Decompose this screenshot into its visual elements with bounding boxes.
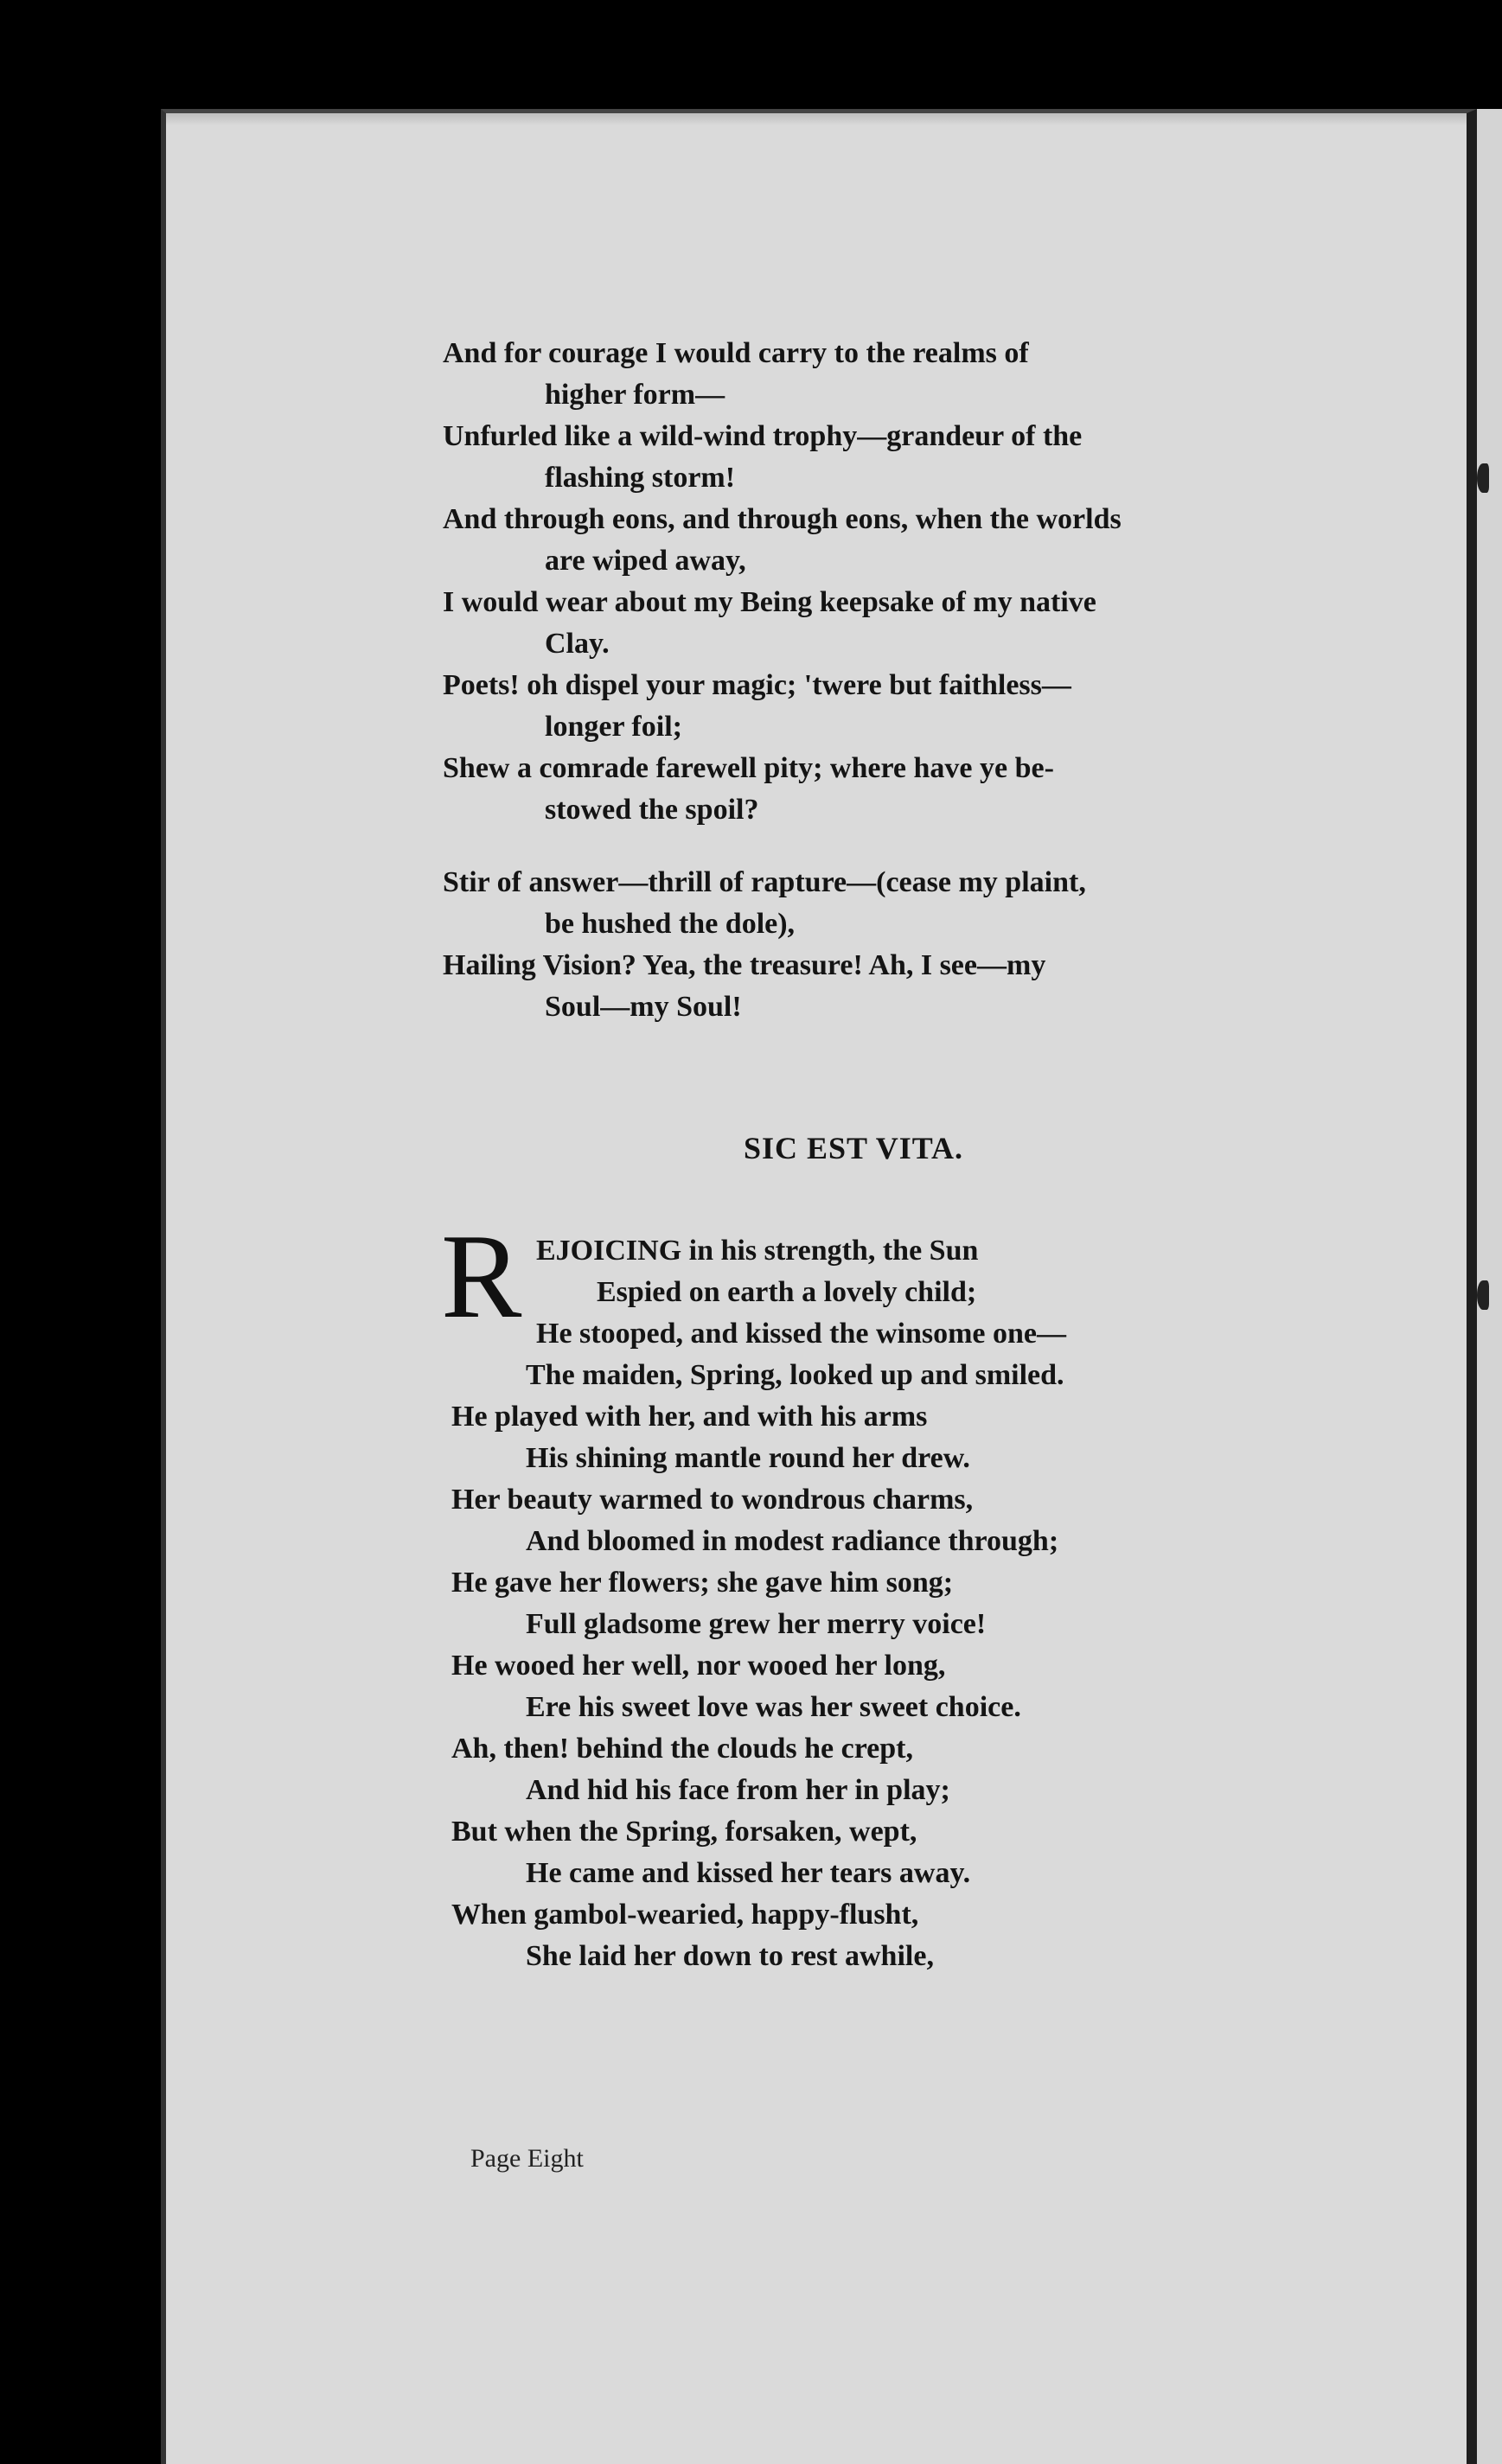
poem-line: EJOICING in his strength, the Sun (536, 1235, 979, 1267)
poem-line: When gambol-wearied, happy-flusht, (451, 1899, 919, 1931)
verse-line (443, 665, 1264, 748)
stanza (443, 862, 1264, 1028)
verse-line (443, 499, 1264, 582)
poem-line: But when the Spring, forsaken, wept, (451, 1816, 917, 1848)
poem-line: He gave her flowers; she gave him song; (451, 1567, 954, 1599)
drop-cap: R (441, 1210, 522, 1344)
poem-line: Her beauty warmed to wondrous charms, (451, 1484, 974, 1516)
verse-line-text: Stir of answer—thrill of rapture—(cease my plaint, (443, 866, 1086, 898)
poem-line: He played with her, and with his arms (451, 1401, 928, 1433)
verse-line-continuation: are wiped away, (545, 545, 746, 577)
verse-line (443, 333, 1264, 416)
page-number: Page Eight (470, 2144, 584, 2173)
verse-line (443, 582, 1264, 665)
adjacent-page-edge (1477, 109, 1502, 2464)
verse-line-continuation: longer foil; (545, 711, 682, 743)
poem-line: He wooed her well, nor wooed her long, (451, 1650, 946, 1682)
poem-body (441, 1210, 1264, 1977)
verse-line-text: Hailing Vision? Yea, the treasure! Ah, I see—my (443, 949, 1046, 981)
poem-line: Ere his sweet love was her sweet choice. (526, 1691, 1021, 1723)
verse-line (443, 416, 1264, 499)
poem-line: She laid her down to rest awhile, (526, 1940, 934, 1972)
verse-line (443, 862, 1264, 945)
verse-line-text: Shew a comrade farewell pity; where have ye be- (443, 752, 1054, 784)
poem-line: He came and kissed her tears away. (526, 1857, 971, 1889)
verse-line-continuation: Clay. (545, 628, 610, 660)
verse-line-continuation: flashing storm! (545, 462, 736, 494)
page-content (443, 333, 1264, 1977)
verse-line-text: Poets! oh dispel your magic; 'twere but faithless— (443, 669, 1071, 701)
verse-line (443, 945, 1264, 1028)
verse-line-continuation: higher form— (545, 379, 725, 411)
poem-line: His shining mantle round her drew. (526, 1442, 970, 1474)
verse-line-continuation: Soul—my Soul! (545, 991, 742, 1023)
poem-line: And bloomed in modest radiance through; (526, 1525, 1059, 1557)
poem-line: Full gladsome grew her merry voice! (526, 1608, 987, 1640)
poem-line: He stooped, and kissed the winsome one— (536, 1318, 1067, 1350)
binding-mark (1477, 1280, 1489, 1310)
poem-line: And hid his face from her in play; (526, 1774, 950, 1806)
poem-line: The maiden, Spring, looked up and smiled. (526, 1359, 1064, 1391)
stanza (443, 333, 1264, 831)
verse-line-text: And for courage I would carry to the realms of (443, 337, 1029, 369)
verse-line (443, 748, 1264, 831)
verse-line-text: And through eons, and through eons, when the worlds (443, 503, 1122, 535)
poem-line: Espied on earth a lovely child; (597, 1276, 977, 1308)
verse-line-text: Unfurled like a wild-wind trophy—grandeur of the (443, 420, 1083, 452)
verse-line-text: I would wear about my Being keepsake of my native (443, 586, 1096, 618)
poem-line: Ah, then! behind the clouds he crept, (451, 1733, 913, 1765)
poem-title: SIC EST VITA. (743, 1131, 964, 1165)
verse-line-continuation: be hushed the dole), (545, 908, 796, 940)
verse-line-continuation: stowed the spoil? (545, 794, 759, 826)
binding-mark (1477, 463, 1489, 493)
